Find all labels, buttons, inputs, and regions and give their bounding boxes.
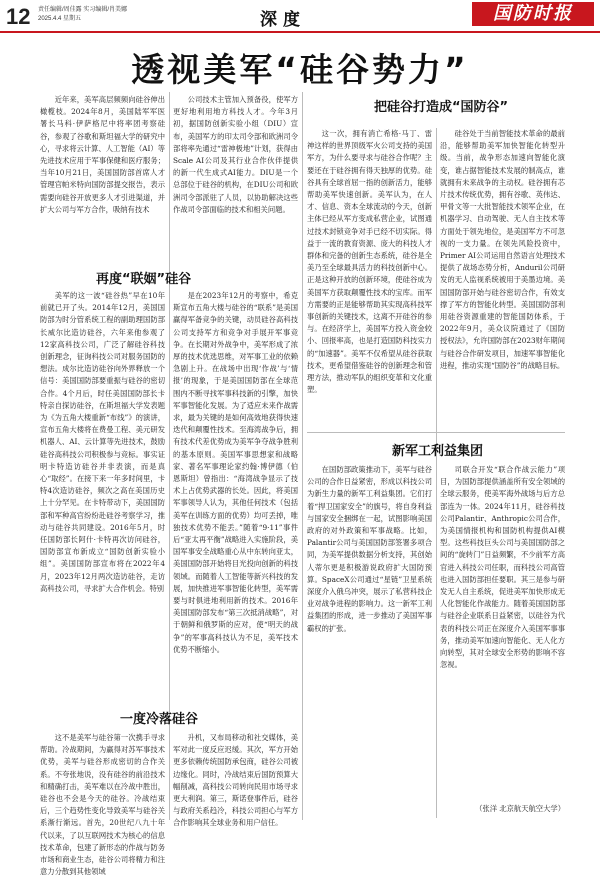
section-2-paragraph: 升机，又布局移动和社交媒体，美军对此一度反应迟缓。其次，军方开始更多依赖传统国防承包商，硅谷公司被边缘化。同时，冷战结束后国防预算大幅削减，高科技公司转向民用市场寻求更大利润。第三，斯诺登事件后，硅谷与政府关系趋冷，科技公司担心与军方合作影响其全球业务和用户信任。 [173,733,298,828]
column-divider [302,92,303,820]
section-3-paragraph: 这一次，拥有消亡希格·马丁、雷神这样的世界顶级军火公司支持的美国军方，为什么要寻求与硅谷合作呢？主要还在于硅谷拥有得天独厚的优势。硅谷具有全球首屈一指的创新活力，能够帮助美军快速创新。美军认为，在人才、信息、资本全球流动的今天，创新主体已经从军方变成私营企业，试图通过技术封锁竞争对手已经不切实际。得益于一流的教育资源、庞大的科技人才群体和完备的创新生态系统，硅谷是全美乃至全球最具活力的科技创新中心。正是这种开放的创新环境，使硅谷成为美国军方获取颠覆性技术的宝库。而军方需要的正是能够帮助其实现高科技军事创新的关键技术，这离不开硅谷的参与。在经济学上，美国军方投入资金较小、回报率高，也是打造国防科技实力的“加速器”。美军不仅希望从硅谷获取技术，更希望借鉴硅谷的创新理念和管理方法，推动军队的组织变革和文化重塑。 [307,129,432,395]
page-number: 12 [6,4,31,29]
section-2-title: 一度冷落硅谷 [120,712,199,727]
section-4-column-2 [440,464,565,802]
section-1-paragraph: 是在2023年12月的考察中，希克斯宣布五角大楼与硅谷的“联系”是美国赢得军备竞争的关键，动员硅谷高科技公司支持军方和竞争对手展开军事竞争。在长期对外战争中，美军形成了浓厚的技术优选思维，对军事工业的依赖急剧上升。在战场中出现‘作战’与‘情报’的现象，于是美国国防部在全球范围内不断寻找军事科技新的引擎，加快军事智能化发展。为了适应未来作战需求，最为关键的是如何高效地获得快速迭代和颠覆性技术。至海湾战争后，拥有技术代差优势成为美军争夺战争胜利的基本原则。美国军事思想家和战略家、著名军事理论家约翰·博伊德（伯恩斯坦）曾指出：“海湾战争显示了技术上占优势武器的长处。因此，将美国军事领导人认为，其他任何技术（包括美军在训练方面的优势）均可丢掉，唯独技术优势不能丢。”随着“9·11”事件后“亚太再平衡”战略进入实施阶段，美国军事安全战略重心从中东转向亚太，美国国防部开始将目光投向创新的科技领域。而随着人工智能等新兴科技的发展，加快推进军事智能化转型，美军需要与时俱进地利用新的技术。2016年美国国防部发布“第三次抵消战略”，对于朝鲜和俄罗斯的应对，使“明天的战争”的军事高科技认为不足，美军技术优势不断缩小。 [173,291,298,654]
intro-column-2 [173,94,298,262]
intro-paragraph: 近年来，美军高层频频向硅谷伸出橄榄枝。2024年8月，美国陆军军医署长马科·伊萨格尼中将率团考察硅谷，参观了谷歌和斯坦福大学的研究中心，寻求将云计算、人工智能（AI）等先进技术应用于军事保健和医疗服务；当年10月21日，美国国防部首席人才管理官帕米特向国防部提交报告，表示需要向硅谷开放更多人才引进渠道，并扩大公司与军方合作，吸纳有技术 [40,95,165,214]
section-1-column-2 [173,290,298,690]
column-divider [436,128,437,818]
section-4-paragraph: 在国防部政策推动下，美军与硅谷公司的合作日益紧密，形成以科技公司为新生力量的新军工利益集团。它们打着“捍卫国家安全”的旗号，将自身利益与国家安全捆绑在一起，试图影响美国政府的对外政策和军事战略。比如，Palantir公司与美国国防部签署多项合同，为美军提供数据分析支持，其创始人蒂尔更是积极游说政府扩大国防预算。SpaceX公司通过“星链”卫星系统深度介入俄乌冲突，展示了私营科技企业对战争进程的影响力。这一新军工利益集团的形成，进一步推动了美国军事霸权的扩张。 [307,465,432,633]
section-4-title: 新军工利益集团 [392,444,484,459]
section-divider [307,432,565,433]
section-2-column-2 [173,732,298,828]
section-2-paragraph: 这不是美军与硅谷第一次携手寻求帮助。冷战期间，为赢得对苏军事技术优势，美军与硅谷形成密切的合作关系。不夸张地说，没有硅谷的前沿技术和精确打击，美军难以在冷战中胜出，硅谷也不会是今天的硅谷。冷战结束后，三个趋势性变化导致美军与硅谷关系渐行渐远。首先，20世纪八九十年代以来，了以互联网技术为核心的信息技术革命，包建了新形态的作战与防务市场和商业生态，硅谷公司将精力和注意力分散到其他领域 [40,733,165,877]
section-1-column-1 [40,290,165,690]
section-4-paragraph: 司联合开发“联合作战云能力”项目，为国防部提供涵盖所有安全领域的全球云服务，使美军海外战场与后方总部连为一体。2024年11月，硅谷科技公司Palantir、Anthropic公司合作，为美国情报机构和国防机构提供AI模型。这些科技巨头公司与美国国防部之间的“旋转门”日益频繁，不少前军方高官进入科技公司任职，而科技公司高管也进入国防部担任要职。其三是参与研发无人自主系统，促进美军加快形成无人化智能化作战能力。随着美国国防部与硅谷企业联系日益紧密，以硅谷为代表的科技公司正在深度介入美国军事事务，推动美军加速向智能化、无人化方向转型，其对全球安全形势的影响不容忽视。 [440,465,565,670]
newspaper-logo: 国防时报 [472,2,594,26]
section-1-paragraph: 美军的这一波“硅谷热”早在10年前就已开了头。2014年12月，美国国防部为时分管系统工程的副助理国防部长威尔比造访硅谷，六年来他参观了12家高科技公司，广泛了解硅谷科技创新理念，征询科技公司对服务国防的想法。成尔比造访硅谷向外界释放一个信号：美国国防部要重振与硅谷的密切合作。4个月后，时任美国国防部长卡特亲自探访硅谷，在斯坦福大学发表题为《为五角大楼重新“布线”》的演讲，宣布五角大楼将在费曼工程、美元研发机器人、AI、云计算等先进技术，鼓励硅谷高科技公司积极参与竞标。事实证明卡特造访硅谷并非表演，而是真心“取经”。在接下来一年多时间里，卡特4次造访硅谷，频次之高在美国历史上十分罕见。在卡特带动下，美国国防部和军种高官纷纷赴硅谷考察学习，推动与硅谷共同建设。2016年5月，时任国防部长阿什·卡特再次访问硅谷，国防部宣布新成立“国防创新实验小组”。美国国防部宣布将在2022年4月，2023年12月两次造访硅谷，走访高科技公司，寻求扩大合作机会。特别 [40,291,165,593]
section-3-title: 把硅谷打造成“国防谷” [374,100,509,115]
editor-line: 责任编辑/周佳露 实习编辑/肖美娜 [38,7,128,13]
main-headline: 透视美军“硅谷势力” [131,50,469,89]
section-3-column-1 [307,128,432,428]
section-3-column-2 [440,128,565,428]
section-name: 深度 [260,10,306,30]
page-header [0,0,600,30]
author-signature: （张洋 北京航天航空大学） [475,804,565,813]
section-1-title: 再度“联姻”硅谷 [96,272,192,287]
section-3-paragraph: 硅谷处于当前智能技术革命的最前沿，能够帮助美军加快智能化转型升级。当前，战争形态加速向智能化演变，谁占据智能技术发展的制高点，谁就拥有未来战争的主动权。硅谷拥有芯片技术传统优势，拥有谷歌、英伟达、甲骨文等一大批智能技术领军企业，在机器学习、自动驾驶、无人自主技术等方面处于领先地位，是美国军方不可忽视的一支力量。在领先风险投资中，Primer AI公司运用自然语言处理技术提供了战场态势分析，Anduril公司研发的无人监视系统被用于美墨边境。美国国防部开始与硅谷密切合作，有效支撑了军方的智能化转型。美国国防部利用硅谷资源重建的智能国防体系，于2022年9月，美众议院通过了《国防授权法》，允许国防部在2023财年期间与硅谷合作研发项目，加速军事智能化进程，推动实现“国防谷”的战略目标。 [440,129,565,370]
intro-column-1 [40,94,165,262]
section-2-column-1 [40,732,165,877]
intro-paragraph: 公司技术主管加入预备役，使军方更好地利用地方科技人才。今年3月初，据国防创新实验小组（DIU）宣布，美国军方的印太司令部和欧洲司令部将率先通过“雷神极地”计划，获得由Scale AI公司及其行业合作伙伴提供的新一代生成式AI能力。DIU是一个总部位于硅谷的机构，在DIU公司和欧洲司令部派驻了人员，以协助解决这些作战司令部面临的技术和相关问题。 [173,95,298,214]
section-4-column-1 [307,464,432,818]
header-rule [0,31,600,33]
date-line: 2025.4.4 星期五 [38,16,82,22]
editor-info [38,6,127,24]
